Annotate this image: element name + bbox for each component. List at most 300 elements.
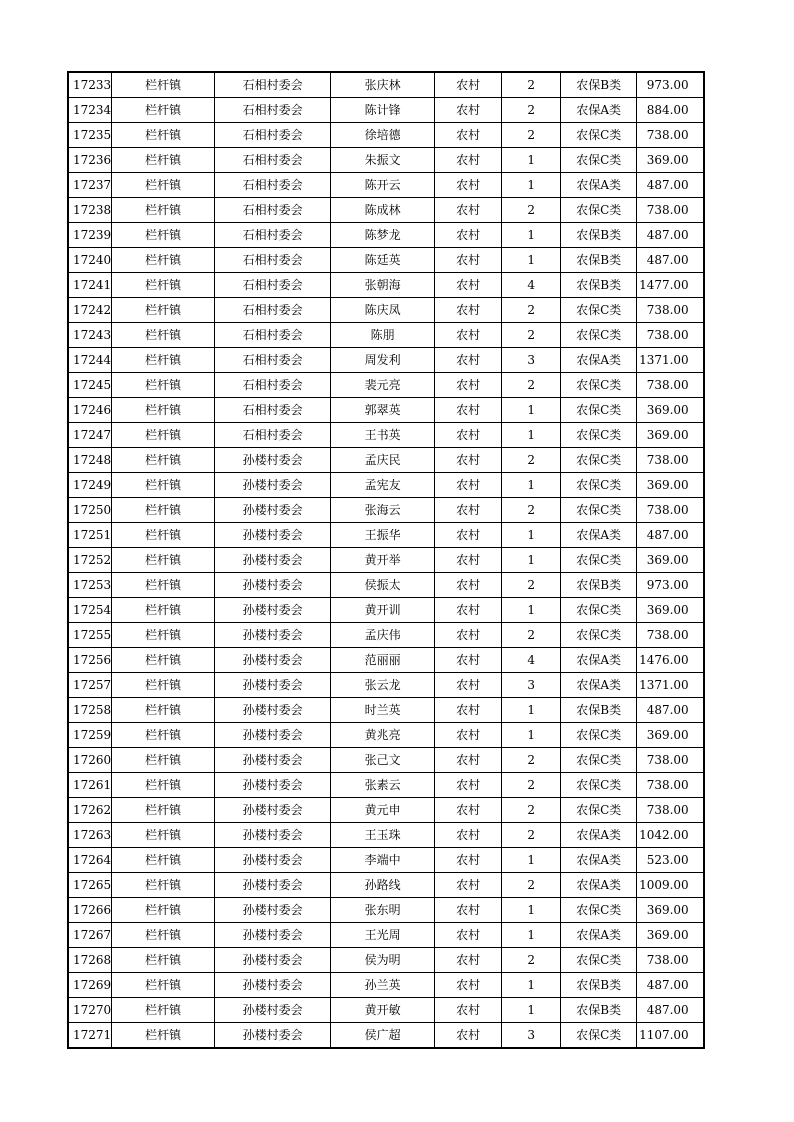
person-name: 张朝海 [331,273,435,298]
insurance-category: 农保C类 [561,298,637,323]
town: 栏杆镇 [112,648,215,673]
amount: 487.00 [637,223,704,248]
row-id: 17242 [68,298,112,323]
village-committee: 孙楼村委会 [215,873,331,898]
village-committee: 孙楼村委会 [215,998,331,1023]
household-count: 2 [502,198,561,223]
row-id: 17257 [68,673,112,698]
person-name: 侯广超 [331,1023,435,1049]
town: 栏杆镇 [112,173,215,198]
table-row [68,948,704,973]
household-count: 1 [502,898,561,923]
village-committee: 孙楼村委会 [215,898,331,923]
village-committee: 石相村委会 [215,98,331,123]
town: 栏杆镇 [112,673,215,698]
town: 栏杆镇 [112,148,215,173]
person-name: 张东明 [331,898,435,923]
insurance-category: 农保C类 [561,148,637,173]
roster-table [67,71,705,1049]
residence-type: 农村 [435,623,502,648]
insurance-category: 农保A类 [561,673,637,698]
residence-type: 农村 [435,123,502,148]
insurance-category: 农保A类 [561,648,637,673]
insurance-category: 农保C类 [561,898,637,923]
amount: 738.00 [637,123,704,148]
village-committee: 石相村委会 [215,123,331,148]
person-name: 陈朋 [331,323,435,348]
table-row [68,973,704,998]
village-committee: 石相村委会 [215,223,331,248]
amount: 1476.00 [637,648,704,673]
town: 栏杆镇 [112,798,215,823]
table-row [68,798,704,823]
household-count: 4 [502,648,561,673]
town: 栏杆镇 [112,773,215,798]
person-name: 黄兆亮 [331,723,435,748]
person-name: 裴元亮 [331,373,435,398]
household-count: 1 [502,973,561,998]
row-id: 17251 [68,523,112,548]
amount: 487.00 [637,523,704,548]
village-committee: 石相村委会 [215,248,331,273]
person-name: 张己文 [331,748,435,773]
table-row [68,523,704,548]
amount: 738.00 [637,623,704,648]
residence-type: 农村 [435,823,502,848]
person-name: 时兰英 [331,698,435,723]
insurance-category: 农保B类 [561,72,637,98]
town: 栏杆镇 [112,823,215,848]
row-id: 17256 [68,648,112,673]
town: 栏杆镇 [112,598,215,623]
row-id: 17252 [68,548,112,573]
town: 栏杆镇 [112,248,215,273]
insurance-category: 农保A类 [561,173,637,198]
residence-type: 农村 [435,98,502,123]
town: 栏杆镇 [112,448,215,473]
table-row [68,498,704,523]
person-name: 陈计锋 [331,98,435,123]
village-committee: 石相村委会 [215,373,331,398]
village-committee: 石相村委会 [215,398,331,423]
town: 栏杆镇 [112,373,215,398]
table-row [68,298,704,323]
amount: 738.00 [637,498,704,523]
insurance-category: 农保A类 [561,823,637,848]
table-row [68,873,704,898]
insurance-category: 农保C类 [561,398,637,423]
table-row [68,698,704,723]
person-name: 陈廷英 [331,248,435,273]
household-count: 2 [502,573,561,598]
row-id: 17236 [68,148,112,173]
village-committee: 孙楼村委会 [215,448,331,473]
row-id: 17247 [68,423,112,448]
amount: 1371.00 [637,348,704,373]
residence-type: 农村 [435,698,502,723]
household-count: 1 [502,473,561,498]
household-count: 3 [502,348,561,373]
town: 栏杆镇 [112,948,215,973]
person-name: 孙兰英 [331,973,435,998]
insurance-category: 农保B类 [561,273,637,298]
household-count: 4 [502,273,561,298]
table-row [68,198,704,223]
insurance-category: 农保B类 [561,223,637,248]
table-row [68,223,704,248]
amount: 1042.00 [637,823,704,848]
amount: 1107.00 [637,1023,704,1049]
residence-type: 农村 [435,748,502,773]
row-id: 17243 [68,323,112,348]
residence-type: 农村 [435,223,502,248]
insurance-category: 农保C类 [561,498,637,523]
person-name: 朱振文 [331,148,435,173]
table-row [68,273,704,298]
village-committee: 孙楼村委会 [215,548,331,573]
insurance-category: 农保C类 [561,423,637,448]
household-count: 2 [502,823,561,848]
row-id: 17269 [68,973,112,998]
town: 栏杆镇 [112,923,215,948]
insurance-category: 农保C类 [561,323,637,348]
household-count: 1 [502,723,561,748]
table-row [68,598,704,623]
town: 栏杆镇 [112,398,215,423]
row-id: 17266 [68,898,112,923]
person-name: 郭翠英 [331,398,435,423]
insurance-category: 农保C类 [561,598,637,623]
village-committee: 孙楼村委会 [215,798,331,823]
town: 栏杆镇 [112,298,215,323]
village-committee: 孙楼村委会 [215,773,331,798]
insurance-category: 农保C类 [561,123,637,148]
row-id: 17246 [68,398,112,423]
village-committee: 石相村委会 [215,298,331,323]
insurance-category: 农保C类 [561,448,637,473]
village-committee: 孙楼村委会 [215,648,331,673]
person-name: 陈庆凤 [331,298,435,323]
amount: 487.00 [637,248,704,273]
residence-type: 农村 [435,248,502,273]
person-name: 孙路线 [331,873,435,898]
row-id: 17244 [68,348,112,373]
village-committee: 孙楼村委会 [215,498,331,523]
row-id: 17248 [68,448,112,473]
residence-type: 农村 [435,1023,502,1049]
person-name: 张云龙 [331,673,435,698]
table-row [68,323,704,348]
person-name: 黄开敏 [331,998,435,1023]
village-committee: 孙楼村委会 [215,848,331,873]
village-committee: 石相村委会 [215,198,331,223]
row-id: 17245 [68,373,112,398]
row-id: 17238 [68,198,112,223]
row-id: 17253 [68,573,112,598]
household-count: 2 [502,623,561,648]
residence-type: 农村 [435,773,502,798]
household-count: 1 [502,598,561,623]
person-name: 陈开云 [331,173,435,198]
row-id: 17260 [68,748,112,773]
person-name: 李端中 [331,848,435,873]
amount: 738.00 [637,948,704,973]
household-count: 1 [502,548,561,573]
residence-type: 农村 [435,873,502,898]
village-committee: 石相村委会 [215,148,331,173]
row-id: 17262 [68,798,112,823]
table-row [68,648,704,673]
village-committee: 石相村委会 [215,173,331,198]
household-count: 2 [502,298,561,323]
row-id: 17264 [68,848,112,873]
person-name: 张庆林 [331,72,435,98]
household-count: 2 [502,123,561,148]
row-id: 17271 [68,1023,112,1049]
table-row [68,348,704,373]
table-row [68,72,704,98]
village-committee: 孙楼村委会 [215,1023,331,1049]
residence-type: 农村 [435,798,502,823]
residence-type: 农村 [435,573,502,598]
residence-type: 农村 [435,523,502,548]
town: 栏杆镇 [112,423,215,448]
insurance-category: 农保C类 [561,773,637,798]
town: 栏杆镇 [112,848,215,873]
person-name: 王玉珠 [331,823,435,848]
town: 栏杆镇 [112,198,215,223]
residence-type: 农村 [435,72,502,98]
table-row [68,123,704,148]
insurance-category: 农保C类 [561,948,637,973]
household-count: 1 [502,923,561,948]
person-name: 陈梦龙 [331,223,435,248]
person-name: 孟宪友 [331,473,435,498]
amount: 487.00 [637,173,704,198]
amount: 369.00 [637,923,704,948]
residence-type: 农村 [435,148,502,173]
town: 栏杆镇 [112,623,215,648]
town: 栏杆镇 [112,323,215,348]
table-row [68,448,704,473]
residence-type: 农村 [435,298,502,323]
row-id: 17267 [68,923,112,948]
town: 栏杆镇 [112,898,215,923]
row-id: 17265 [68,873,112,898]
insurance-category: 农保B类 [561,998,637,1023]
residence-type: 农村 [435,848,502,873]
amount: 369.00 [637,398,704,423]
household-count: 1 [502,248,561,273]
town: 栏杆镇 [112,1023,215,1049]
town: 栏杆镇 [112,273,215,298]
residence-type: 农村 [435,173,502,198]
row-id: 17240 [68,248,112,273]
row-id: 17258 [68,698,112,723]
row-id: 17234 [68,98,112,123]
town: 栏杆镇 [112,748,215,773]
insurance-category: 农保A类 [561,348,637,373]
table-row [68,148,704,173]
town: 栏杆镇 [112,873,215,898]
village-committee: 孙楼村委会 [215,823,331,848]
town: 栏杆镇 [112,473,215,498]
amount: 369.00 [637,898,704,923]
residence-type: 农村 [435,473,502,498]
table-row [68,573,704,598]
row-id: 17250 [68,498,112,523]
amount: 738.00 [637,298,704,323]
residence-type: 农村 [435,448,502,473]
town: 栏杆镇 [112,348,215,373]
table-row [68,1023,704,1049]
person-name: 孟庆伟 [331,623,435,648]
insurance-category: 农保A类 [561,873,637,898]
amount: 738.00 [637,198,704,223]
town: 栏杆镇 [112,98,215,123]
residence-type: 农村 [435,998,502,1023]
household-count: 1 [502,223,561,248]
household-count: 1 [502,398,561,423]
row-id: 17268 [68,948,112,973]
row-id: 17235 [68,123,112,148]
insurance-category: 农保C类 [561,798,637,823]
village-committee: 孙楼村委会 [215,698,331,723]
household-count: 2 [502,798,561,823]
amount: 738.00 [637,373,704,398]
person-name: 范丽丽 [331,648,435,673]
row-id: 17254 [68,598,112,623]
insurance-category: 农保C类 [561,473,637,498]
amount: 487.00 [637,973,704,998]
person-name: 黄元申 [331,798,435,823]
row-id: 17241 [68,273,112,298]
insurance-category: 农保B类 [561,698,637,723]
table-row [68,848,704,873]
insurance-category: 农保B类 [561,248,637,273]
household-count: 2 [502,773,561,798]
residence-type: 农村 [435,973,502,998]
insurance-category: 农保B类 [561,573,637,598]
amount: 369.00 [637,723,704,748]
amount: 369.00 [637,473,704,498]
row-id: 17263 [68,823,112,848]
household-count: 2 [502,448,561,473]
insurance-category: 农保C类 [561,373,637,398]
residence-type: 农村 [435,198,502,223]
row-id: 17249 [68,473,112,498]
amount: 973.00 [637,72,704,98]
town: 栏杆镇 [112,498,215,523]
table-row [68,923,704,948]
town: 栏杆镇 [112,523,215,548]
town: 栏杆镇 [112,548,215,573]
residence-type: 农村 [435,398,502,423]
insurance-category: 农保A类 [561,923,637,948]
person-name: 张素云 [331,773,435,798]
residence-type: 农村 [435,423,502,448]
person-name: 周发利 [331,348,435,373]
village-committee: 孙楼村委会 [215,723,331,748]
household-count: 1 [502,848,561,873]
residence-type: 农村 [435,648,502,673]
person-name: 侯振太 [331,573,435,598]
insurance-category: 农保C类 [561,198,637,223]
household-count: 2 [502,72,561,98]
amount: 738.00 [637,323,704,348]
insurance-category: 农保C类 [561,723,637,748]
household-count: 2 [502,98,561,123]
person-name: 王振华 [331,523,435,548]
household-count: 3 [502,1023,561,1049]
person-name: 孟庆民 [331,448,435,473]
household-count: 2 [502,873,561,898]
person-name: 张海云 [331,498,435,523]
table-row [68,548,704,573]
amount: 369.00 [637,423,704,448]
insurance-category: 农保B类 [561,973,637,998]
row-id: 17237 [68,173,112,198]
table-row [68,898,704,923]
household-count: 3 [502,673,561,698]
residence-type: 农村 [435,598,502,623]
person-name: 黄开举 [331,548,435,573]
amount: 523.00 [637,848,704,873]
town: 栏杆镇 [112,573,215,598]
person-name: 侯为明 [331,948,435,973]
household-count: 2 [502,498,561,523]
table-row [68,998,704,1023]
household-count: 2 [502,373,561,398]
insurance-category: 农保A类 [561,848,637,873]
table-row [68,823,704,848]
person-name: 陈成林 [331,198,435,223]
household-count: 1 [502,173,561,198]
town: 栏杆镇 [112,223,215,248]
amount: 1477.00 [637,273,704,298]
table-row [68,623,704,648]
insurance-category: 农保C类 [561,623,637,648]
amount: 738.00 [637,773,704,798]
table-row [68,398,704,423]
residence-type: 农村 [435,373,502,398]
household-count: 2 [502,948,561,973]
residence-type: 农村 [435,923,502,948]
table-row [68,423,704,448]
amount: 1371.00 [637,673,704,698]
household-count: 1 [502,998,561,1023]
amount: 369.00 [637,548,704,573]
insurance-category: 农保C类 [561,748,637,773]
town: 栏杆镇 [112,698,215,723]
village-committee: 孙楼村委会 [215,748,331,773]
town: 栏杆镇 [112,998,215,1023]
row-id: 17259 [68,723,112,748]
village-committee: 孙楼村委会 [215,623,331,648]
amount: 1009.00 [637,873,704,898]
village-committee: 孙楼村委会 [215,923,331,948]
household-count: 1 [502,423,561,448]
amount: 738.00 [637,798,704,823]
village-committee: 孙楼村委会 [215,973,331,998]
village-committee: 孙楼村委会 [215,523,331,548]
village-committee: 石相村委会 [215,323,331,348]
amount: 973.00 [637,573,704,598]
person-name: 王书英 [331,423,435,448]
insurance-category: 农保A类 [561,523,637,548]
row-id: 17255 [68,623,112,648]
roster-body [68,72,704,1048]
